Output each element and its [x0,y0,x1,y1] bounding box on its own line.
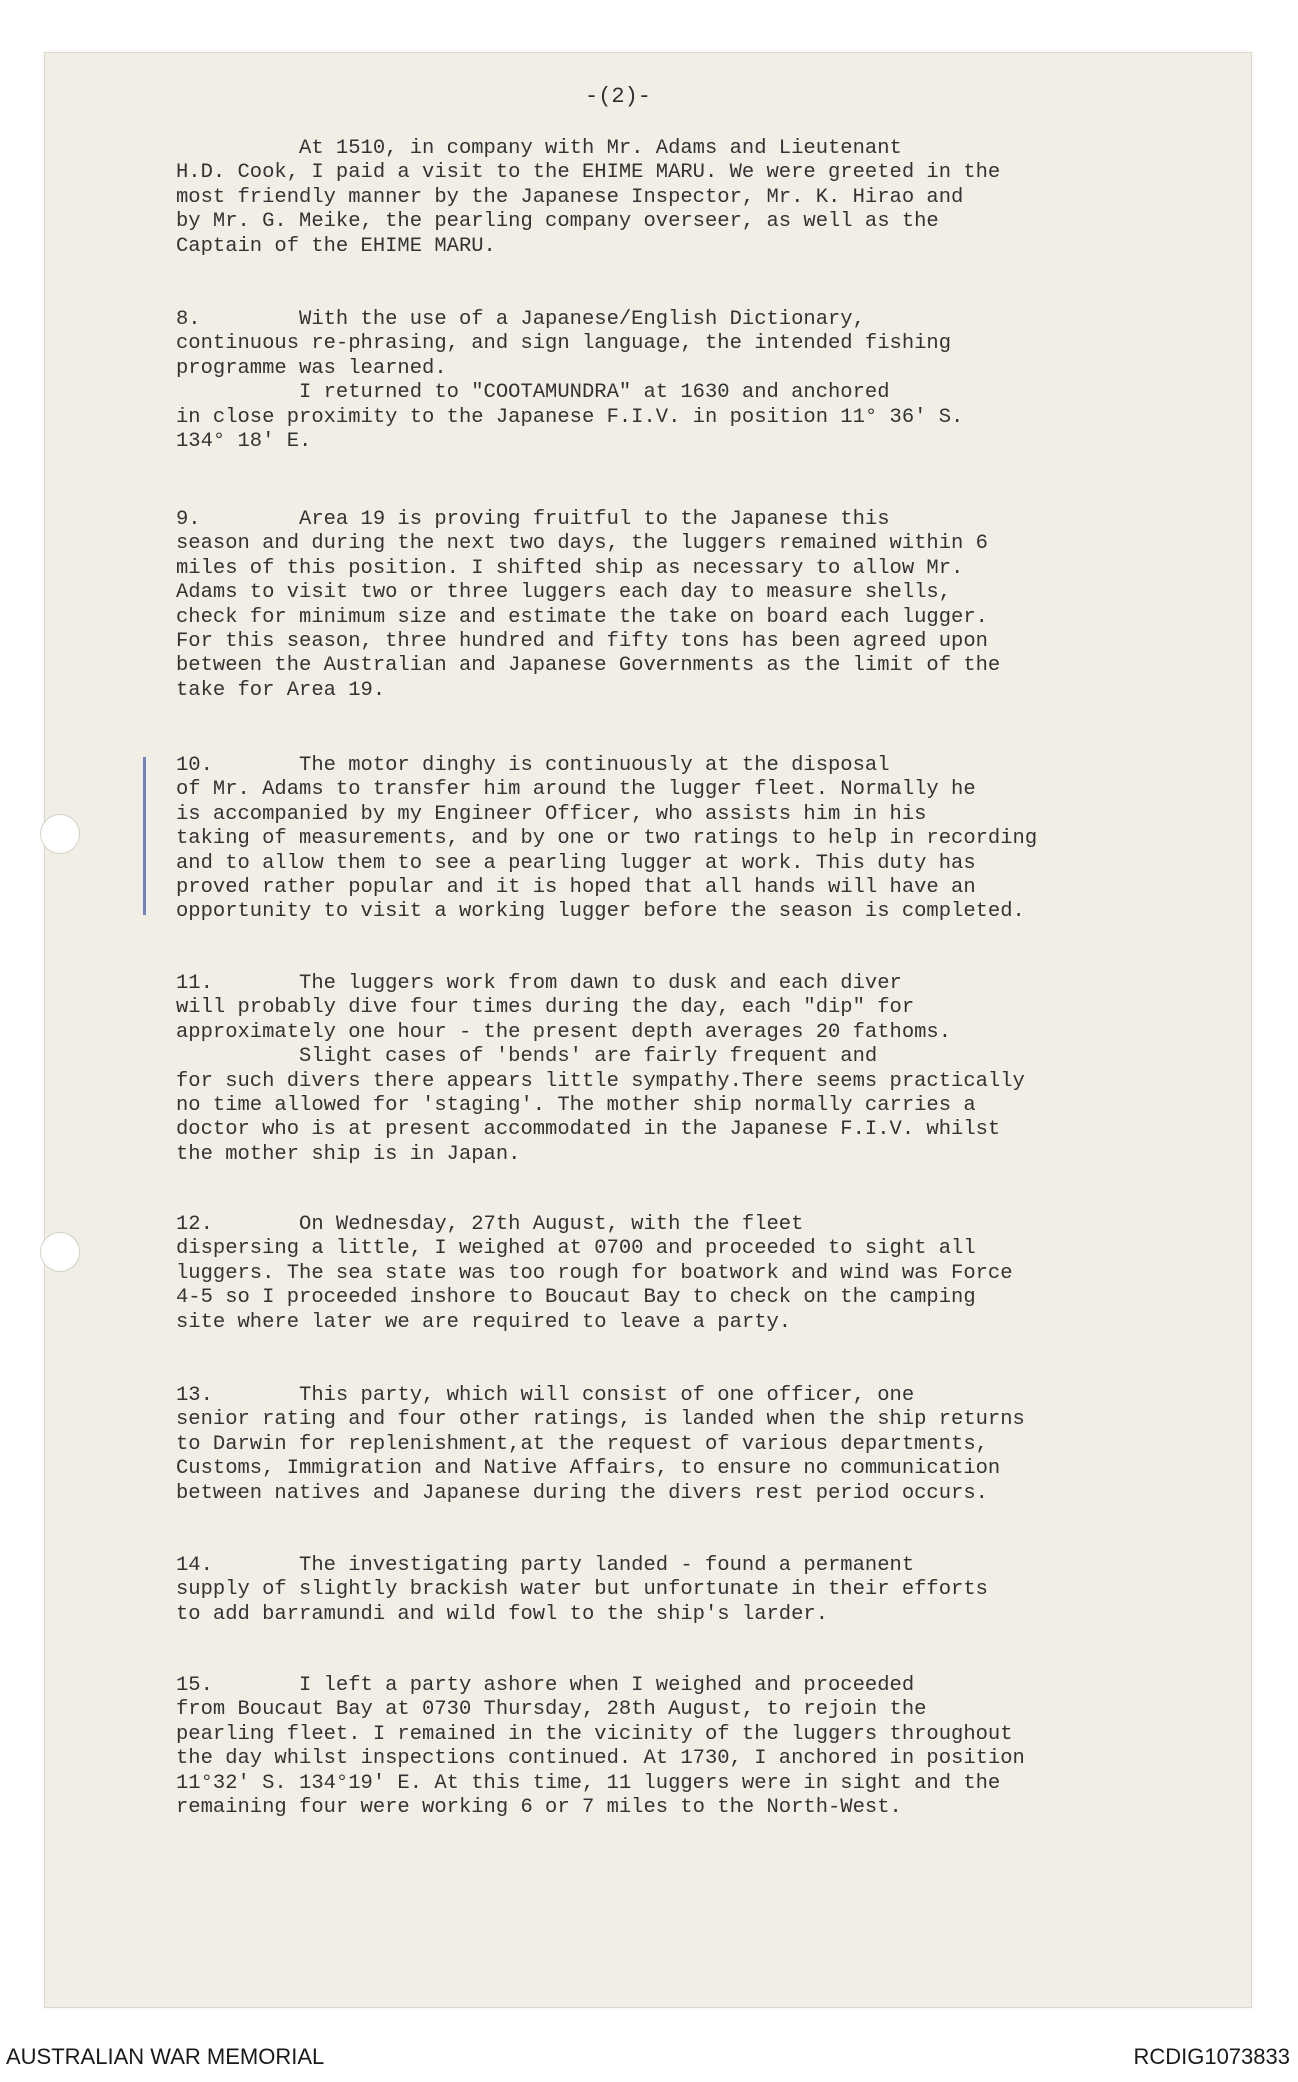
paragraph-15 [176,1674,1206,1820]
paragraph-8 [176,308,1206,454]
paragraph-intro [176,137,1206,259]
text-line: Adams to visit two or three luggers each day to measure shells, [176,581,952,605]
text-line: doctor who is at present accommodated in the Japanese F.I.V. whilst [176,1118,1001,1142]
paragraph-10 [176,754,1206,925]
text-line: for such divers there appears little sympathy.There seems practically [176,1069,1025,1093]
text-line: 8. With the use of a Japanese/English Dictionary, [176,308,865,331]
text-line: pearling fleet. I remained in the vicinity of the luggers throughout [176,1722,1013,1746]
text-line: miles of this position. I shifted ship as necessary to allow Mr. [176,556,964,580]
text-line: proved rather popular and it is hoped that all hands will have an [176,876,976,900]
text-line: luggers. The sea state was too rough for boatwork and wind was Force [176,1261,1013,1285]
text-line: I returned to "COOTAMUNDRA" at 1630 and anchored [176,381,890,405]
text-line: 4-5 so I proceeded inshore to Boucaut Bay to check on the camping [176,1286,976,1310]
text-line: 13. This party, which will consist of one officer, one [176,1384,915,1407]
text-line: Slight cases of 'bends' are fairly frequent and [176,1045,878,1069]
punch-hole-bottom [40,1232,80,1272]
text-line: 11°32' S. 134°19' E. At this time, 11 luggers were in sight and the [176,1771,1001,1795]
text-line: most friendly manner by the Japanese Inspector, Mr. K. Hirao and [176,185,964,209]
paragraph-11 [176,972,1206,1167]
footer-record-id: RCDIG1073833 [1133,2044,1290,2069]
text-line: approximately one hour - the present depth averages 20 fathoms. [176,1020,952,1044]
text-line: between natives and Japanese during the divers rest period occurs. [176,1481,988,1505]
text-line: between the Australian and Japanese Governments as the limit of the [176,654,1001,678]
text-line: by Mr. G. Meike, the pearling company overseer, as well as the [176,210,939,234]
paragraph-12 [176,1213,1206,1335]
page-number: -(2)- [585,84,652,109]
text-line: is accompanied by my Engineer Officer, who assists him in his [176,802,927,826]
text-line: dispersing a little, I weighed at 0700 and proceeded to sight all [176,1237,976,1261]
margin-pen-mark [143,757,146,915]
paragraph-9 [176,508,1206,703]
text-line: H.D. Cook, I paid a visit to the EHIME MARU. We were greeted in the [176,161,1001,185]
text-line: no time allowed for 'staging'. The mother ship normally carries a [176,1094,976,1118]
text-line: check for minimum size and estimate the take on board each lugger. [176,605,988,629]
text-line: of Mr. Adams to transfer him around the lugger fleet. Normally he [176,778,976,802]
text-line: senior rating and four other ratings, is landed when the ship returns [176,1408,1025,1432]
paragraph-13 [176,1384,1206,1506]
text-line: the day whilst inspections continued. At 1730, I anchored in position [176,1747,1025,1771]
text-line: Captain of the EHIME MARU. [176,234,496,258]
text-line: programme was learned. [176,356,447,380]
text-line: 9. Area 19 is proving fruitful to the Japanese this [176,508,890,531]
punch-hole-top [40,814,80,854]
text-line: 12. On Wednesday, 27th August, with the fleet [176,1213,804,1236]
text-line: Customs, Immigration and Native Affairs, to ensure no communication [176,1457,1001,1481]
text-line: supply of slightly brackish water but unfortunate in their efforts [176,1578,988,1602]
text-line: 14. The investigating party landed - found a permanent [176,1554,915,1577]
text-line: 134° 18' E. [176,430,312,454]
paragraph-14 [176,1554,1206,1627]
text-line: continuous re-phrasing, and sign language, the intended fishing [176,332,952,356]
text-line: taking of measurements, and by one or two ratings to help in recording [176,827,1038,851]
text-line: 10. The motor dinghy is continuously at the disposal [176,754,890,777]
text-line: remaining four were working 6 or 7 miles to the North-West. [176,1796,902,1820]
text-line: in close proximity to the Japanese F.I.V. in position 11° 36' S. [176,405,964,429]
text-line: season and during the next two days, the luggers remained within 6 [176,532,988,556]
text-line: At 1510, in company with Mr. Adams and Lieutenant [176,137,902,160]
text-line: 11. The luggers work from dawn to dusk and each diver [176,972,902,995]
text-line: to add barramundi and wild fowl to the ship's larder. [176,1602,829,1626]
text-line: and to allow them to see a pearling lugger at work. This duty has [176,851,976,875]
text-line: the mother ship is in Japan. [176,1142,521,1166]
text-line: from Boucaut Bay at 0730 Thursday, 28th August, to rejoin the [176,1698,927,1722]
text-line: take for Area 19. [176,678,386,702]
text-line: opportunity to visit a working lugger before the season is completed. [176,900,1025,924]
text-line: For this season, three hundred and fifty tons has been agreed upon [176,630,988,654]
text-line: will probably dive four times during the day, each "dip" for [176,996,915,1020]
text-line: 15. I left a party ashore when I weighed and proceeded [176,1674,915,1697]
text-line: site where later we are required to leave a party. [176,1310,792,1334]
footer-archive-name: AUSTRALIAN WAR MEMORIAL [6,2044,325,2069]
text-line: to Darwin for replenishment,at the request of various departments, [176,1432,988,1456]
